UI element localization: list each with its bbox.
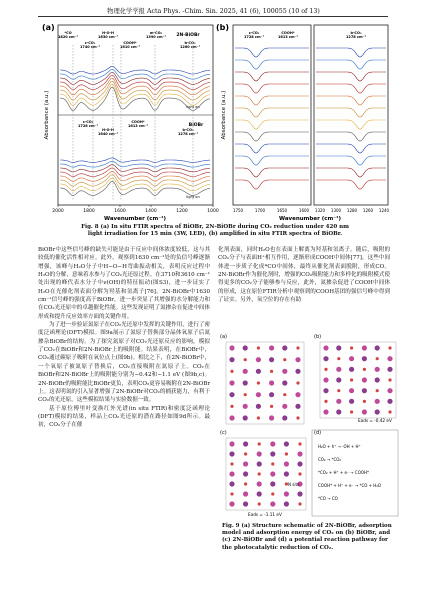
peak-label: c-CO₃ 1740 cm⁻¹ (79, 41, 101, 49)
fig8a-light-on-bottom: light on (186, 195, 200, 199)
reaction-step: *CO → CO (318, 496, 338, 501)
atom (375, 345, 380, 350)
atom (243, 415, 248, 420)
peak-label: c-CO₃ 1728 cm⁻¹ (77, 120, 99, 128)
atom (243, 491, 248, 496)
xtick-label: 1260 (362, 208, 374, 213)
atom (269, 380, 274, 385)
atom (350, 378, 353, 381)
atom (337, 389, 340, 392)
right-para-1: 化剂表面，同时H₂O也在表面上解离为羟基和氢离子。随后，吸附的CO₂分子与表面H⁺相互作用，逐渐形成COOH中间体[77]。这些中间体进一步质子化成*CO中间体，最终从催化剂表面脱附，形成CO。2N-BiOBr作为催化剂时，增强的CO₂吸附能力和多样化的吸附模式使得更多的CO₂分子能够参与反应，此外，氮掺杂促进了COOH中间体的形成，这在原位FTIR分析中观察到的COOH基团的强信号峰中得到了证实。另外，氧空位的存在有助 (218, 247, 390, 304)
atom (387, 399, 392, 404)
spectrum-curve (316, 96, 386, 105)
atom (270, 471, 275, 476)
atom (296, 416, 299, 419)
spectrum-curve (235, 72, 309, 81)
fig9-crystal-c (226, 438, 306, 510)
atom (229, 357, 234, 362)
atom (387, 367, 392, 372)
atom (323, 409, 328, 414)
spectrum-curve (316, 84, 386, 93)
spectrum-curve (235, 144, 309, 153)
atom (229, 345, 234, 350)
reaction-step: COOH* + H⁺ + e⁻ → *CO + H₂O (318, 483, 382, 488)
fig9-reaction-steps (318, 444, 381, 501)
atom (243, 380, 248, 385)
atom (256, 392, 261, 397)
atom (363, 368, 366, 371)
peak-label: c-CO₃ 1728 cm⁻¹ (243, 31, 265, 39)
atom (295, 392, 300, 397)
atom (350, 346, 353, 349)
atom (297, 491, 302, 496)
atom (298, 502, 301, 505)
atom (375, 409, 380, 414)
header-rule (38, 16, 388, 17)
fig8a-sample-bottom: BiOBr (188, 123, 204, 128)
left-para-1: BiOBr中这些信号峰的缺失可能是由于反应中间体浓度较低，这与其较低的催化活性相对应。此外，观察到1630 cm⁻¹处的负信号峰逐渐增强，该峰与H₂O分子中H−O−H弯曲振动相关，表明反应过程中H₂O的分解，意味着水参与了CO₂光还原过程。在3710和3610 cm⁻¹处出现的峰代表水分子中ν(OH)的特征振动(图S3)，进一步证实了H₂O在光催化剂表面分解为羟基和氢离子[76]。2N-BiOBr中1630 cm⁻¹信号峰的强度高于BiOBr，进一步突显了其增强的水分解能力和在CO₂光还原中的卓越催化性能。这些发现证明了氮掺杂在促进中间体形成和提升反应效率方面的关键作用。 (38, 247, 210, 320)
atom (297, 451, 302, 456)
fig9-panel-a-label: (a) (220, 334, 227, 340)
xtick-label: 1600 (298, 208, 310, 213)
fig9-panel-c-label: (c) (220, 430, 227, 436)
xtick-label: 1650 (276, 208, 288, 213)
atom (362, 356, 367, 361)
atom (256, 404, 261, 409)
atom (323, 356, 328, 361)
fig8b-xticks (233, 208, 390, 213)
atom (375, 367, 380, 372)
atom (295, 357, 300, 362)
atom (257, 461, 262, 466)
xtick-label: 2000 (52, 209, 64, 214)
atom (375, 399, 380, 404)
atom (387, 356, 392, 361)
fig9-eads-b: Eads = -0.42 eV (358, 418, 392, 423)
caption9-line3: (c) 2N-BiOBr and (d) a potential reaction pathway for (222, 537, 388, 544)
atom (324, 368, 327, 371)
spectrum-curve (235, 180, 309, 189)
figure-8 (38, 20, 390, 222)
left-para-2: 为了进一步验证氮原子在CO₂光还原中发挥的关键作用，进行了密度泛函理论(DFT)模拟。图9a展示了氮原子替换部分晶体氧原子后氮掺杂BiOBr的结构。为了探究氮原子对CO₂光还原反应的影响，模拟了CO₂在BiOBr和2N-BiOBr上的吸附能。结果表明，在BiOBr中，CO₂通过碳原子吸附在氧位点上(图9b)。相比之下，在2N-BiOBr中，一个氧原子被氮原子替换后，CO₂直接吸附在氮原子上。CO₂在BiOBr和2N-BiOBr上的吸附能分别为−0.42和−1.1 eV (图9b,c)。2N-BiOBr的吸附能比BiOBr更负，表明CO₂更容易吸附在2N-BiOBr上。这表明氮的引入显著增强了2N-BiOBr对CO₂的捕获能力，有利于CO₂的光还原。这些模拟结果与实验数据一致。 (38, 322, 210, 404)
spectrum-curve (60, 158, 210, 163)
fig8b-curves (235, 48, 386, 189)
spectrum-curve (316, 120, 386, 129)
atom (230, 492, 233, 495)
fig8a-sample-top: 2N-BiOBr (176, 33, 200, 38)
fig8b-frame-right (314, 25, 388, 205)
atom (244, 482, 247, 485)
atom (376, 389, 379, 392)
atom (229, 451, 234, 456)
atom (282, 415, 287, 420)
peak-label: b-CO₃ 1278 cm⁻¹ (345, 31, 367, 39)
fig8-panel-a-label: (a) (42, 23, 55, 32)
xtick-label: 1400 (145, 209, 157, 214)
spectrum-curve (316, 180, 386, 189)
atom (362, 377, 367, 382)
peak-label: H-O-H 1640 cm⁻¹ (97, 128, 119, 136)
atom (230, 462, 233, 465)
atom (323, 388, 328, 393)
fig8b-frame-left (233, 25, 311, 205)
atom (363, 400, 366, 403)
spectrum-curve (316, 108, 386, 117)
fig9-panel-b-label: (b) (314, 334, 322, 340)
xtick-label: 1800 (83, 209, 95, 214)
right-column (218, 246, 390, 304)
caption9-line4: the photocatalytic reduction of CO₂. (222, 544, 334, 551)
atom (336, 367, 341, 372)
atom (243, 471, 248, 476)
xtick-label: 1750 (232, 208, 244, 213)
atom (269, 392, 274, 397)
atom (243, 501, 248, 506)
atom (283, 393, 286, 396)
fig9-eads-c: Eads = -1.11 eV (248, 512, 282, 517)
atom (323, 377, 328, 382)
atom (229, 392, 234, 397)
atom (229, 501, 234, 506)
atom (270, 481, 275, 486)
spectrum-curve (316, 48, 386, 57)
atom (270, 441, 275, 446)
atom (269, 415, 274, 420)
atom (282, 380, 287, 385)
atom (362, 409, 367, 414)
atom (230, 405, 233, 408)
atom (229, 481, 234, 486)
atom (256, 357, 261, 362)
left-para-3: 基于原位傅里叶变换红外光谱(in situ FTIR)和密度泛函理论(DFT)模拟的结果，样品上CO₂光还原的潜在路径如图9d所示。最初，CO₂分子在催 (38, 405, 210, 429)
atom (337, 357, 340, 360)
atom (230, 370, 233, 373)
fig9-crystal-b (320, 342, 396, 418)
caption8-line2: light irradiation for 15 min (3W, LED), (b) amplified in situ FTIR spectra of BiOBr. (87, 231, 343, 238)
xtick-label: 1280 (346, 208, 358, 213)
atom (258, 502, 261, 505)
fig8a-light-on-top: light on (186, 105, 200, 109)
atom (244, 452, 247, 455)
atom (243, 461, 248, 466)
fig8a-ylabel: Absorbance (a.u.) (44, 90, 50, 140)
peak-label: m-CO₃ 1390 cm⁻¹ (145, 31, 167, 39)
xtick-label: 1320 (314, 208, 326, 213)
atom (284, 501, 289, 506)
xtick-label: 1000 (207, 209, 219, 214)
spectrum-curve (316, 72, 386, 81)
atom (298, 442, 301, 445)
spectrum-curve (235, 48, 309, 57)
atom (269, 357, 274, 362)
reaction-step: H₂O + h⁺ → ·OH + H⁺ (318, 444, 361, 449)
atom (282, 369, 287, 374)
spectrum-curve (235, 84, 309, 93)
spectrum-curve (235, 96, 309, 105)
spectrum-curve (235, 108, 309, 117)
atom (270, 370, 273, 373)
xtick-label: 1240 (378, 208, 390, 213)
atom (229, 415, 234, 420)
fig8b-ylabel: Absorbance (a.u.) (221, 90, 227, 140)
spectrum-curve (235, 120, 309, 129)
caption9-line2: model and adsorption energy of CO₂ on (b) BiOBr, and (222, 530, 391, 537)
fig8b-peak-labels (244, 31, 367, 39)
spectrum-curve (60, 72, 210, 84)
caption8-line1: Fig. 8 (a) In situ FTIR spectra of BiOBr, 2N-BiOBr during CO₂ reduction under 420 nm (81, 224, 349, 230)
atom (296, 346, 299, 349)
atom (297, 461, 302, 466)
atom (270, 451, 275, 456)
atom (388, 378, 391, 381)
atom (257, 451, 262, 456)
unit-cell (226, 438, 306, 510)
peak-label: COOH* 1613 cm⁻¹ (127, 120, 149, 128)
atom (298, 472, 301, 475)
atom (243, 369, 248, 374)
atom (323, 345, 328, 350)
peak-label: b-CO₃ 1278 cm⁻¹ (177, 128, 199, 136)
atom (349, 388, 354, 393)
atom (270, 405, 273, 408)
peak-label: H-O-H 1630 cm⁻¹ (97, 31, 119, 39)
atom (243, 345, 248, 350)
atom (269, 345, 274, 350)
atom (229, 380, 234, 385)
spectrum-curve (60, 81, 210, 100)
atom (257, 491, 262, 496)
left-column (38, 246, 210, 430)
atom (244, 393, 247, 396)
spectrum-curve (316, 132, 386, 141)
figure-9-caption (222, 523, 398, 552)
fig9-panel-d-label: (d) (314, 430, 322, 436)
atom (388, 410, 391, 413)
atom (257, 381, 260, 384)
reaction-step: *CO₂ + H⁺ + e⁻ → COOH* (318, 470, 370, 475)
figure-8-caption (50, 224, 380, 238)
atom (256, 369, 261, 374)
atom (284, 471, 289, 476)
atom (229, 441, 234, 446)
atom (362, 388, 367, 393)
fig8a-peak-labels-bottom (78, 120, 199, 136)
atom (388, 346, 391, 349)
fig8b-xlabel: Wavenumber (cm⁻¹) (278, 216, 342, 222)
spectrum-curve (235, 60, 309, 69)
xtick-label: 1300 (330, 208, 342, 213)
spectrum-curve (60, 69, 210, 79)
atom (285, 452, 288, 455)
atom (257, 416, 260, 419)
atom (243, 441, 248, 446)
page-header: 物理化学学报 Acta Phys. -Chim. Sin. 2025, 41 (6), 100055 (10 of 13) (107, 8, 320, 15)
atom (295, 404, 300, 409)
xtick-label: 1600 (114, 209, 126, 214)
atom (283, 358, 286, 361)
spectrum-curve (316, 168, 386, 177)
atom (282, 345, 287, 350)
atom (295, 369, 300, 374)
atom (257, 346, 260, 349)
atom (376, 357, 379, 360)
fig8a-curves-bottom (60, 158, 210, 196)
atom (324, 400, 327, 403)
atom (387, 388, 392, 393)
atom (271, 492, 274, 495)
atom (336, 345, 341, 350)
atom (284, 491, 289, 496)
fig8-panel-b-label: (b) (216, 23, 230, 32)
atom (243, 404, 248, 409)
unit-cell (226, 342, 304, 424)
atom (336, 409, 341, 414)
peak-label: b-CO₃ 1260 cm⁻¹ (179, 41, 201, 49)
fig9-crystal-a (226, 342, 304, 424)
atom (350, 410, 353, 413)
spectrum-curve (316, 156, 386, 165)
peak-label: COOH* 1610 cm⁻¹ (119, 41, 141, 49)
spectrum-curve (60, 87, 210, 111)
atom (349, 356, 354, 361)
atom (258, 442, 261, 445)
atom (336, 377, 341, 382)
atom (229, 471, 234, 476)
spectrum-curve (60, 66, 210, 74)
fig8a-xlabel: Wavenumber (cm⁻¹) (103, 216, 167, 222)
spectrum-curve (235, 168, 309, 177)
spectrum-curve (316, 144, 386, 153)
fig9-n-site: N site (288, 482, 300, 487)
spectrum-curve (316, 60, 386, 69)
spectrum-curve (235, 132, 309, 141)
spectrum-curve (60, 165, 210, 172)
spectrum-curve (235, 156, 309, 165)
atom (284, 441, 289, 446)
fig8a-curves-top (60, 66, 210, 110)
atom (336, 399, 341, 404)
atom (258, 472, 261, 475)
reaction-step: CO₂ → *CO₂ (318, 457, 341, 462)
xtick-label: 1700 (254, 208, 266, 213)
caption9-line1: Fig. 9 (a) Structure schematic of 2N-BiOBr, adsorption (222, 523, 392, 529)
atom (257, 481, 262, 486)
xtick-label: 1200 (176, 209, 188, 214)
atom (244, 358, 247, 361)
atom (296, 381, 299, 384)
atom (349, 367, 354, 372)
atom (375, 377, 380, 382)
fig8a-xticks (52, 205, 219, 214)
atom (362, 345, 367, 350)
atom (271, 462, 274, 465)
unit-cell (320, 342, 396, 418)
spectrum-curve (60, 181, 210, 195)
peak-label: COOH* 1613 cm⁻¹ (277, 31, 299, 39)
peak-label: *CO 1820 cm⁻¹ (57, 31, 79, 39)
atom (349, 399, 354, 404)
atom (284, 461, 289, 466)
figure-9 (218, 326, 400, 522)
atom (270, 501, 275, 506)
atom (282, 404, 287, 409)
